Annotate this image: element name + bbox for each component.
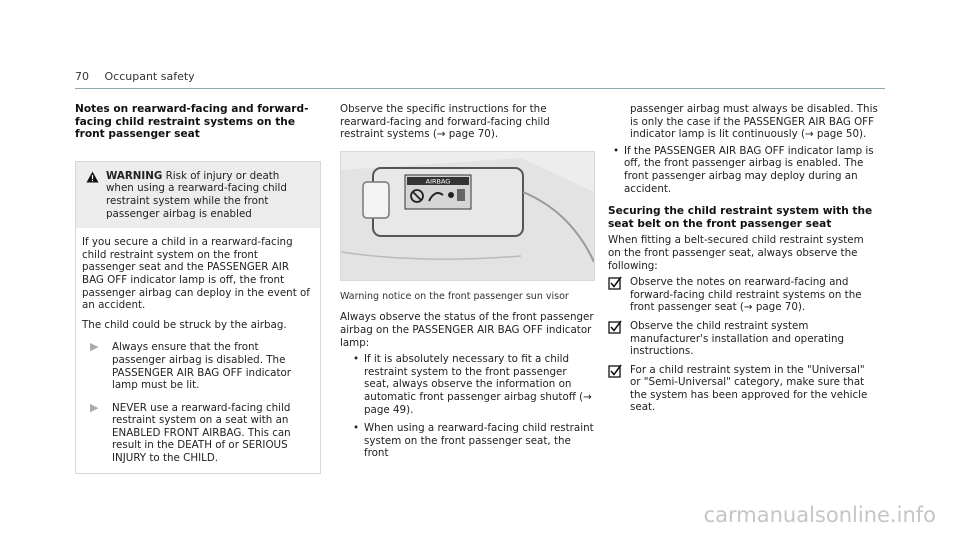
list-item: ▶ Always ensure that the front passenger airbag is disabled. The PASSENGER AIR BAG OFF indicator lamp must be lit. xyxy=(90,340,292,392)
checkbox-checked-icon xyxy=(608,364,630,414)
checkbox-checked-icon xyxy=(608,276,630,314)
checklist-item: Observe the notes on rearward-facing and forward-facing child restraint systems on the front passenger seat (→ page 70). xyxy=(608,276,878,314)
watermark: carmanualsonline.info xyxy=(703,503,936,527)
arrow-right-icon: ▶ xyxy=(90,400,99,414)
continued-text: passenger airbag must always be disabled. This is only the case if the PASSENGER AIR BAG OFF indicator lamp is lit continuously (→ page 50). xyxy=(630,103,878,141)
warning-box xyxy=(75,161,321,474)
list-item: • When using a rearward-facing child restraint system on the front passenger seat, the front xyxy=(348,422,595,460)
bullet-icon: • xyxy=(352,422,360,435)
intro-paragraph: When fitting a belt-secured child restraint system on the front passenger seat, always observe the following: xyxy=(608,234,864,272)
sun-visor-image xyxy=(340,151,595,281)
list-item: • If the PASSENGER AIR BAG OFF indicator lamp is off, the front passenger airbag is enabled. The front passenger airbag may deploy during an accident. xyxy=(608,145,878,195)
column-2 xyxy=(340,103,595,466)
bullet-icon: • xyxy=(612,144,620,157)
body-paragraph: Always observe the status of the front passenger airbag on the PASSENGER AIR BAG OFF indicator lamp: xyxy=(340,311,594,349)
section-heading: Securing the child restraint system with the seat belt on the front passenger seat xyxy=(608,205,873,230)
warning-text: Risk of injury or death when using a rearward-facing child restraint system while the front passenger airbag is enabled xyxy=(106,169,287,220)
airbag-label: AIRBAG xyxy=(425,177,451,186)
warning-label: WARNING xyxy=(106,169,163,182)
page-number: 70 xyxy=(75,70,89,83)
checkbox-checked-icon xyxy=(608,320,630,358)
checklist-item: Observe the child restraint system manufacturer's installation and operating instructions. xyxy=(608,320,878,358)
warning-paragraph: The child could be struck by the airbag. xyxy=(82,318,287,331)
column-1 xyxy=(75,103,321,474)
bullet-icon: • xyxy=(352,353,360,366)
list-item: • If it is absolutely necessary to fit a child restraint system to the front passenger seat, always observe the information on automatic front passenger airbag shutoff (→ page 49). xyxy=(348,353,595,416)
intro-paragraph: Observe the specific instructions for the rearward-facing and forward-facing child restraint systems (→ page 70). xyxy=(340,103,550,141)
warning-body xyxy=(76,228,320,473)
image-caption: Warning notice on the front passenger sun visor xyxy=(340,290,569,302)
section-heading: Notes on rearward-facing and forward-facing child restraint systems on the front passenger seat xyxy=(75,103,309,141)
page-header xyxy=(75,70,195,83)
warning-triangle-icon xyxy=(86,171,106,220)
warning-paragraph: If you secure a child in a rearward-facing child restraint system on the front passenger seat and the PASSENGER AIR BAG OFF indicator lamp is off, the front passenger airbag can deploy in the event of an accident. xyxy=(82,236,310,312)
list-item: ▶ NEVER use a rearward-facing child restraint system on a seat with an ENABLED FRONT AIRBAG. This can result in the DEATH of or SERIOUS INJURY to the CHILD. xyxy=(90,400,291,465)
warning-header xyxy=(76,162,320,228)
header-divider xyxy=(75,88,885,89)
arrow-right-icon: ▶ xyxy=(90,340,99,354)
checklist-item: For a child restraint system in the "Universal" or "Semi-Universal" category, make sure that the system has been approved for the vehicle seat. xyxy=(608,364,878,414)
column-3 xyxy=(608,103,878,420)
section-title: Occupant safety xyxy=(104,70,195,83)
